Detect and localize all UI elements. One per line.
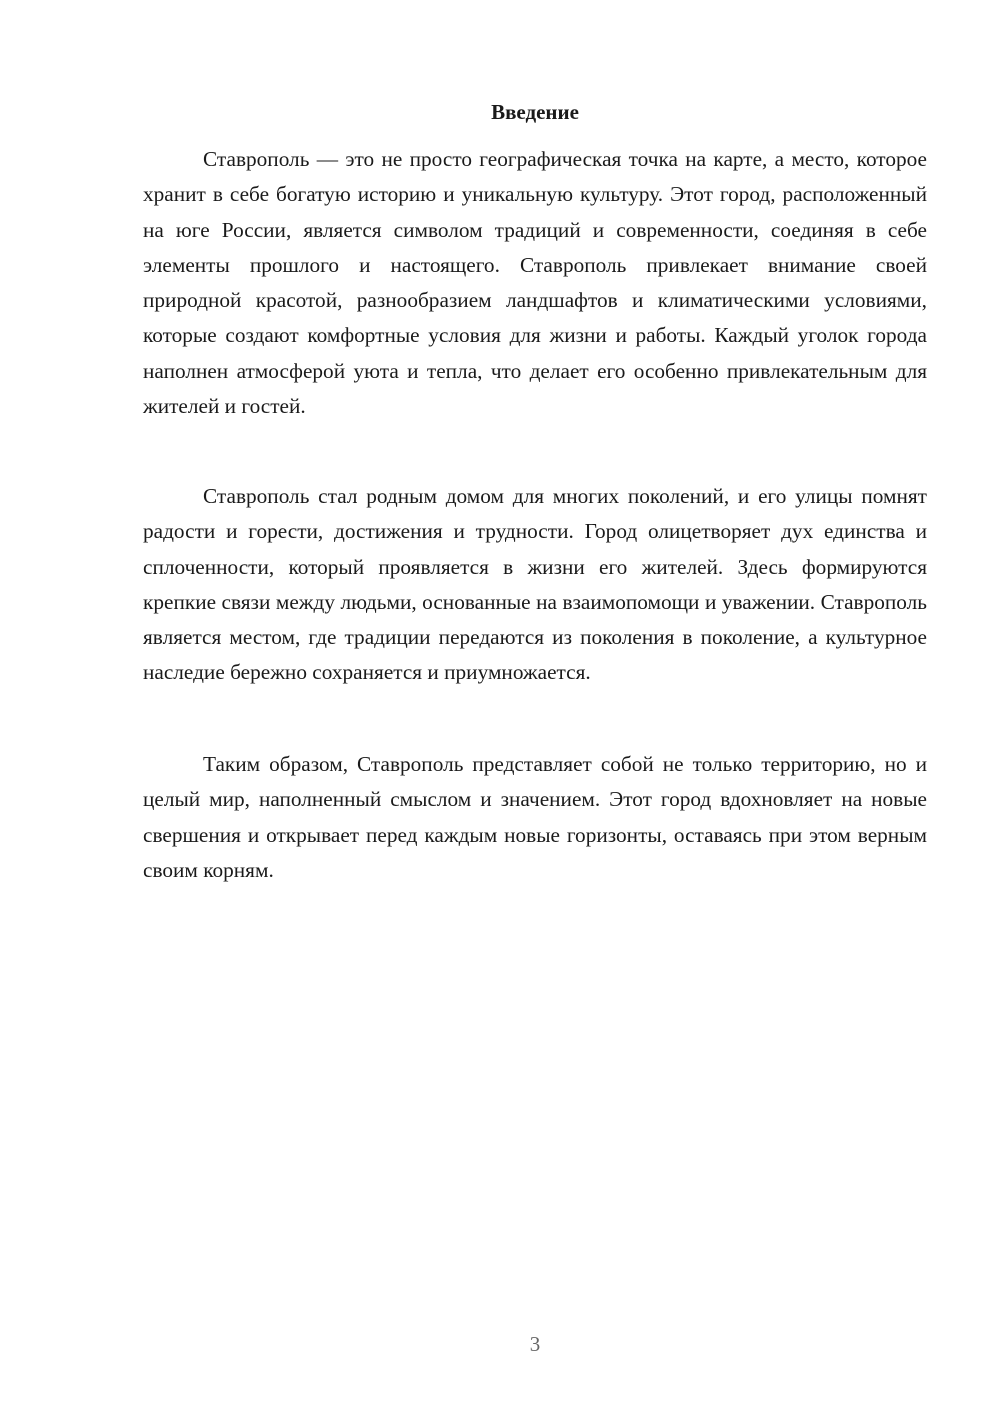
paragraph-3: Таким образом, Ставрополь представляет собой не только территорию, но и целый мир, наполненный смыслом и значением. Этот город вдохновляет на новые свершения и открывает перед каждым новые горизонты, оставаясь при этом верным своим корням. <box>143 752 927 882</box>
paragraph-2: Ставрополь стал родным домом для многих поколений, и его улицы помнят радости и горести, достижения и трудности. Город олицетворяет дух единства и сплоченности, который проявляется в жизни его жителей. Здесь формируются крепкие связи между людьми, основанные на взаимопомощи и уважении. Ставрополь является местом, где традиции передаются из поколения в поколение, а культурное наследие бережно сохраняется и приумножается. <box>143 484 927 685</box>
document-page <box>143 0 927 1414</box>
page-title: Введение <box>491 100 579 124</box>
paragraph-1: Ставрополь — это не просто географическая точка на карте, а место, которое хранит в себе богатую историю и уникальную культуру. Этот город, расположенный на юге России, является символом традиций и современности, соединяя в себе элементы прошлого и настоящего. Ставрополь привлекает внимание своей природной красотой, разнообразием ландшафтов и климатическими условиями, которые создают комфортные условия для жизни и работы. Каждый уголок города наполнен атмосферой уюта и тепла, что делает его особенно привлекательным для жителей и гостей. <box>143 147 927 419</box>
page-number: 3 <box>529 1332 541 1356</box>
